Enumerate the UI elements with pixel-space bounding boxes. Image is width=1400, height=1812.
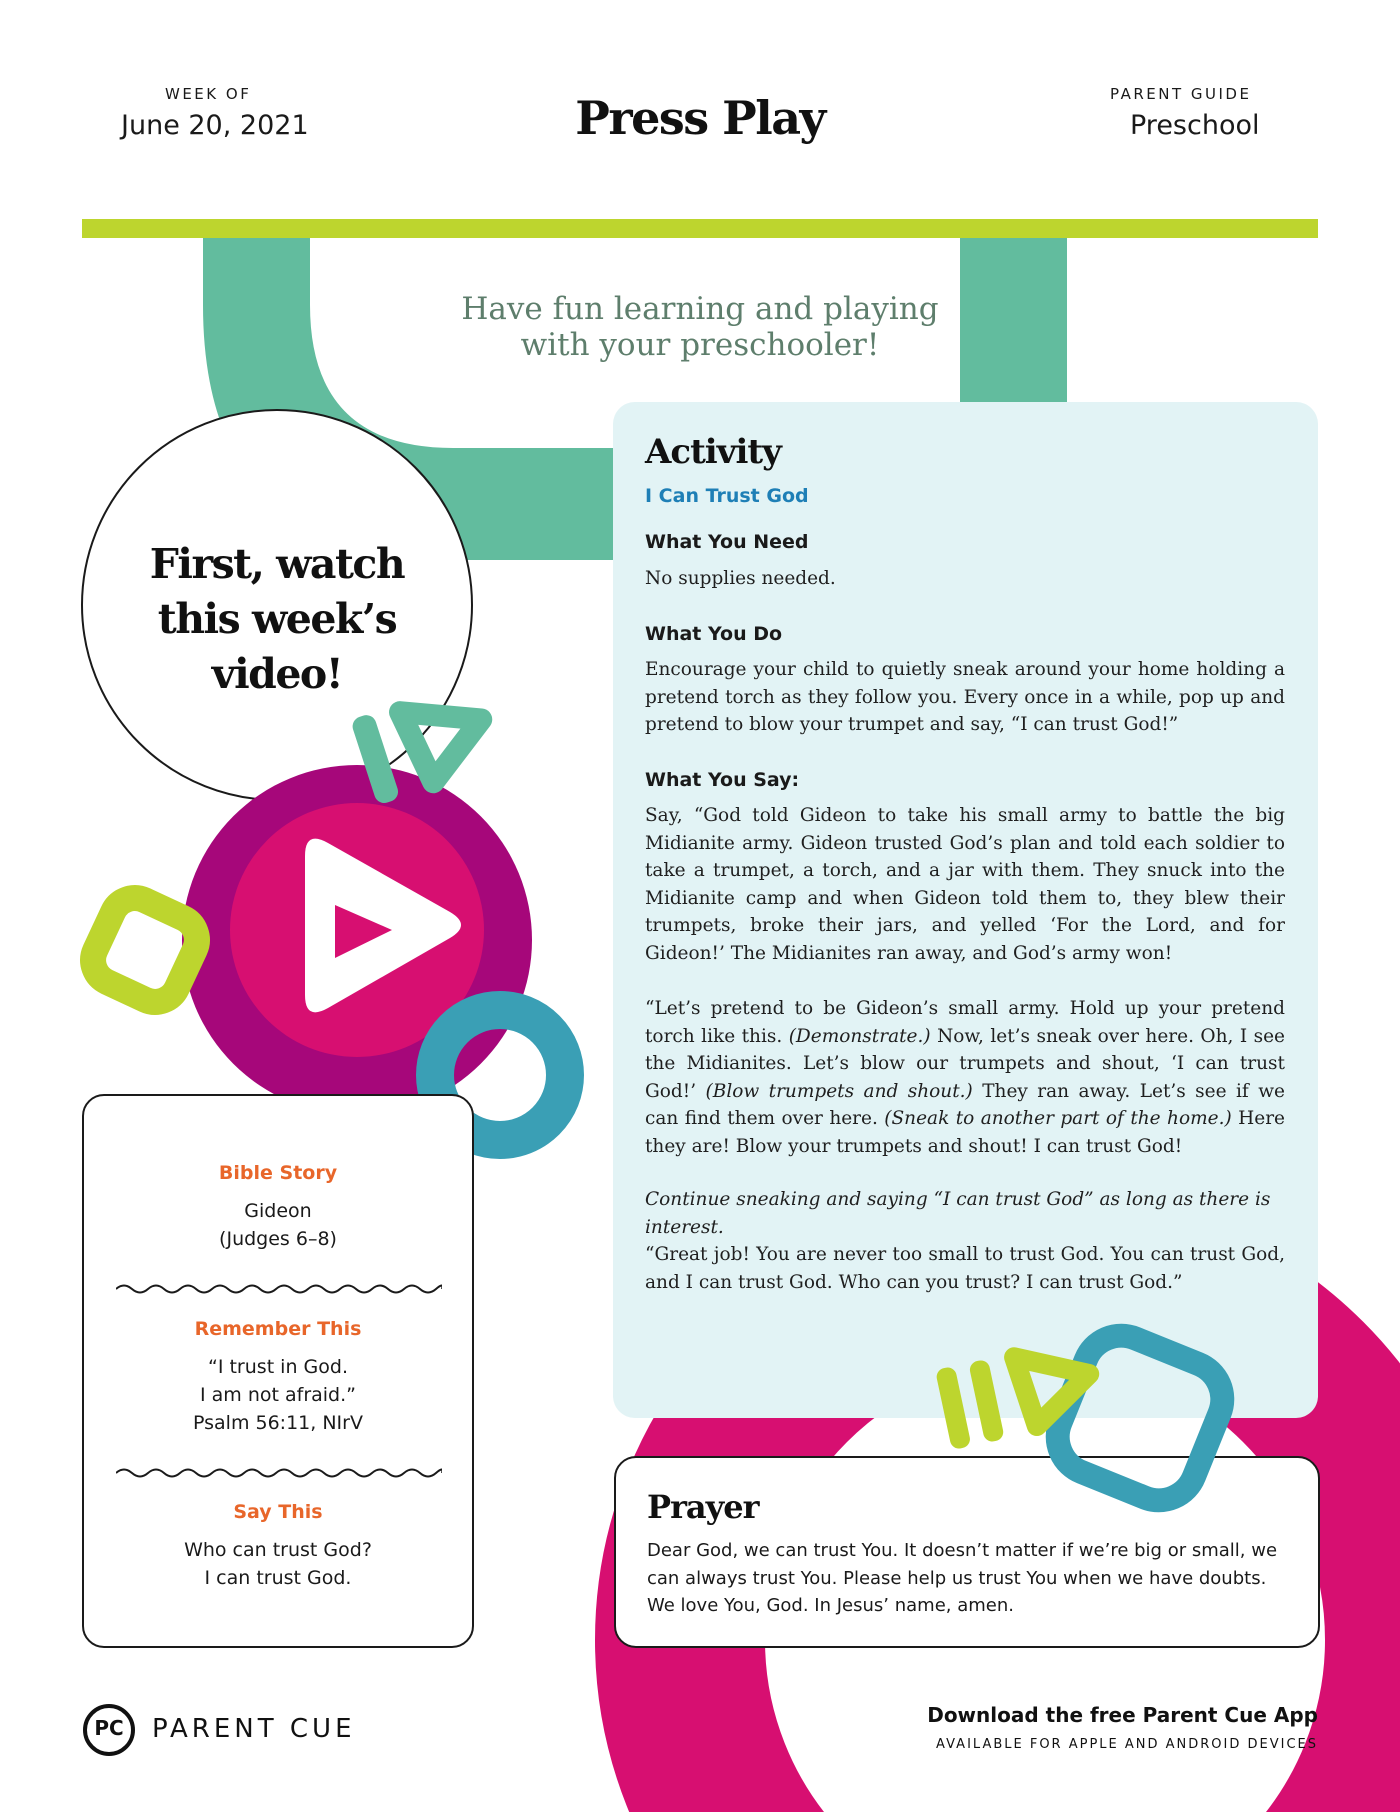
remember-line-1: “I trust in God. — [208, 1356, 348, 1378]
watch-video-text — [77, 537, 477, 702]
what-you-need-text: No supplies needed. — [645, 568, 836, 589]
dialogue-text: Now, let’s sneak over here. Oh, I see the Midianites. Let’s blow our trumpets and shout, ‘I can trust God!’ — [645, 1025, 1285, 1102]
tagline-line-2: with your preschooler! — [520, 327, 880, 363]
what-you-say-paragraph-1: Say, “God told Gideon to take his small army to battle the big Midianite army. Gideon trusted God’s plan and told each soldier to take a trumpet, a torch, and a jar with them. They snuck into the Midianite camp and when Gideon told them to, they blew their trumpets, broke their jars, and yelled ‘For the Lord, and for Gideon!’ The Midianites ran away, and God’s army won! — [645, 805, 1285, 964]
tagline-line-1: Have fun learning and playing — [461, 291, 939, 327]
guide-label: PARENT GUIDE — [1110, 85, 1252, 103]
bottom-play-graphic — [920, 1310, 1250, 1530]
wavy-divider — [116, 1466, 442, 1480]
watch-video-graphic — [60, 400, 600, 1180]
week-label: WEEK OF — [165, 85, 252, 103]
what-you-do-text: Encourage your child to quietly sneak around your home holding a pretend torch as they follow you. Every once in a while, pop up and pretend to blow your trumpet and say, “I can trust God!” — [645, 659, 1285, 735]
remember-this-text — [84, 1353, 472, 1437]
guide-value: Preschool — [1130, 110, 1260, 141]
remember-line-2: I am not afraid.” — [200, 1384, 356, 1406]
what-you-do-heading: What You Do — [645, 623, 783, 645]
bible-story-line-1: Gideon — [244, 1200, 312, 1222]
remember-this-heading: Remember This — [194, 1318, 362, 1340]
watch-line-1: First, watch — [149, 540, 405, 588]
download-app-text[interactable]: Download the free Parent Cue App — [927, 1703, 1318, 1727]
page-title: Press Play — [575, 91, 825, 145]
available-devices-text: AVAILABLE FOR APPLE AND ANDROID DEVICES — [936, 1737, 1318, 1752]
prayer-text: Dear God, we can trust You. It doesn’t matter if we’re big or small, we can always trust You. Please help us trust You when we have doubts. We love You, God. In Jesus’ name, amen. — [647, 1540, 1278, 1616]
what-you-say-paragraph-2 — [645, 995, 1285, 1160]
watch-line-3: video! — [211, 650, 343, 698]
watch-line-2: this week’s — [157, 595, 397, 643]
stage-direction: (Demonstrate.) — [788, 1025, 931, 1047]
stage-direction: (Blow trumpets and shout.) — [705, 1080, 973, 1102]
tagline — [400, 291, 1000, 363]
lime-pause-play-shape — [935, 1339, 1099, 1450]
bible-story-line-2: (Judges 6–8) — [219, 1228, 337, 1250]
week-date: June 20, 2021 — [121, 110, 309, 141]
parent-cue-logo-mark: PC — [94, 1716, 124, 1740]
say-line-2: I can trust God. — [204, 1567, 352, 1589]
lesson-summary-box — [82, 1094, 474, 1648]
stage-direction: (Sneak to another part of the home.) — [884, 1108, 1232, 1129]
what-you-say-paragraph-4: “Great job! You are never too small to trust God. You can trust God, and I can trust God. Who can you trust? I can trust God.” — [645, 1244, 1285, 1293]
lime-top-bar — [82, 219, 1318, 238]
say-line-1: Who can trust God? — [184, 1539, 372, 1561]
blue-rounded-square-shape — [1046, 1324, 1233, 1511]
dialogue-text: Here they are! Blow your trumpets and shout! I can trust God! — [645, 1108, 1285, 1157]
bible-story-text — [84, 1197, 472, 1253]
bible-story-heading: Bible Story — [218, 1162, 338, 1184]
activity-subtitle: I Can Trust God — [645, 485, 809, 507]
say-this-heading: Say This — [233, 1501, 323, 1523]
remember-line-3: Psalm 56:11, NIrV — [193, 1412, 363, 1434]
lime-square-shape — [85, 890, 205, 1010]
parent-cue-brand: PARENT CUE — [152, 1714, 356, 1744]
wavy-divider — [116, 1282, 442, 1296]
dialogue-text: “Let’s pretend to be Gideon’s small army. Hold up your pretend torch like this. — [645, 998, 1285, 1047]
what-you-say-paragraph-3: Continue sneaking and saying “I can trust God” as long as there is interest. — [645, 1189, 1271, 1238]
dialogue-text: They ran away. Let’s see if we can find them over here. — [645, 1080, 1285, 1129]
prayer-title: Prayer — [647, 1488, 759, 1526]
what-you-need-heading: What You Need — [645, 531, 809, 553]
activity-title: Activity — [645, 432, 781, 472]
what-you-say-heading: What You Say: — [645, 769, 800, 791]
say-this-text — [84, 1536, 472, 1592]
